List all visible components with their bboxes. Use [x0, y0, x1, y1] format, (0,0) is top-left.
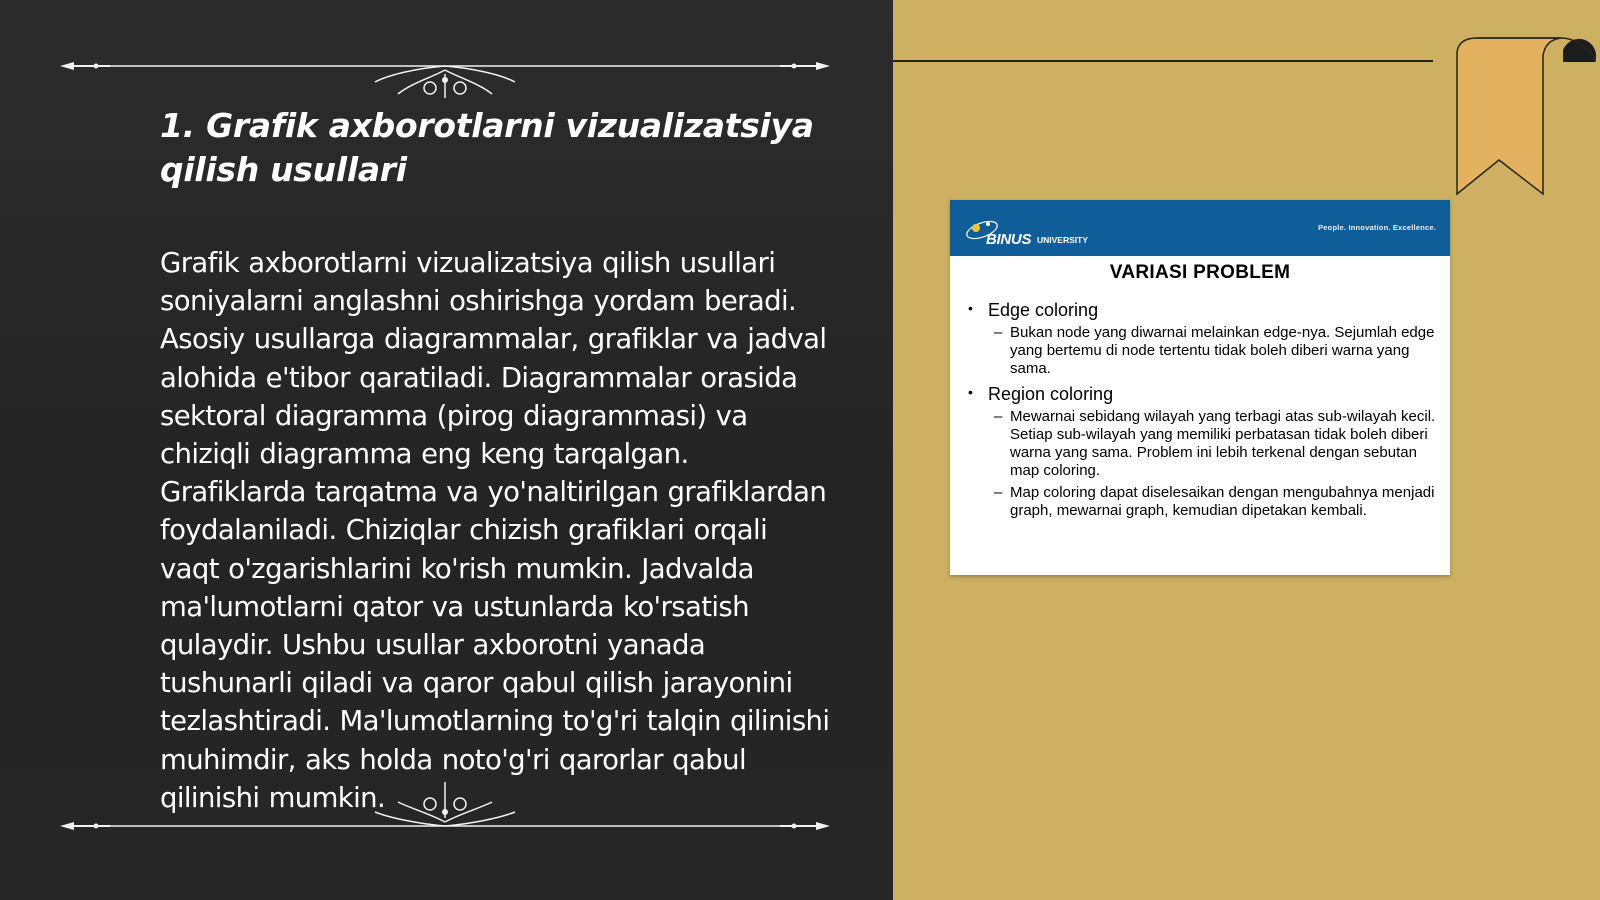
right-panel — [893, 0, 1600, 900]
sub-bullet-dash: – — [994, 484, 1003, 501]
binus-logo-name: BINUS — [986, 231, 1032, 248]
top-rule-line — [893, 60, 1433, 62]
sub-bullet-text: Map coloring dapat diselesaikan dengan mengubahnya menjadi graph, mewarnai graph, kemudian dipetakan kembali. — [1010, 484, 1435, 519]
bullet-dot: • — [968, 384, 973, 400]
binus-logo — [964, 212, 1124, 248]
slide-title: 1. Grafik axborotlarni vizualizatsiya qilish usullari — [160, 106, 814, 189]
bullet-dot: • — [968, 300, 973, 316]
binus-logo-suffix: UNIVERSITY — [1037, 235, 1089, 245]
embedded-slide-header — [950, 200, 1450, 256]
embedded-slide-title: VARIASI PROBLEM — [1109, 262, 1291, 283]
sub-bullet-dash: – — [994, 408, 1003, 425]
bullet-label: Edge coloring — [988, 300, 1099, 320]
slide-body-text: Grafik axborotlarni vizualizatsiya qilish usullari soniyalarni anglashni oshirishga yordam beradi. Asosiy usullarga diagrammalar, grafiklar va jadval alohida e'tibor qaratiladi. Diagrammalar orasida sektoral diagramma (pirog diagrammasi) va chiziqli diagramma eng keng tarqalgan. Grafiklarda tarqatma va yo'naltirilgan grafiklardan foydalaniladi. Chiziqlar chizish grafiklari orqali vaqt o'zgarishlarini ko'rish mumkin. Jadvalda ma'lumotlarni qator va ustunlarda ko'rsatish qulaydir. Ushbu usullar axborotni yanada tushunarli qiladi va qaror qabul qilish jarayonini tezlashtiradi. Ma'lumotlarning to'g'ri talqin qilinishi muhimdir, aks holda noto'g'ri qarorlar qabul qilinishi mumkin. — [160, 247, 830, 814]
embedded-slide-image — [950, 200, 1450, 575]
top-ornament-divider — [60, 38, 830, 98]
sub-bullet-dash: – — [994, 324, 1003, 341]
bookmark-ribbon-icon — [1433, 36, 1600, 206]
bottom-ornament-divider — [60, 782, 830, 842]
sub-bullet-text: Bukan node yang diwarnai melainkan edge-nya. Sejumlah edge yang bertemu di node tertentu tidak boleh diberi warna yang sama. — [1010, 324, 1435, 377]
embedded-slide-tagline: People. Innovation. Excellence. — [1318, 223, 1436, 232]
bullet-label: Region coloring — [988, 384, 1114, 404]
sub-bullet-text: Mewarnai sebidang wilayah yang terbagi atas sub-wilayah kecil. Setiap sub-wilayah yang memiliki perbatasan tidak boleh diberi warna yang sama. Problem ini lebih terkenal dengan sebutan map coloring. — [1010, 408, 1436, 479]
